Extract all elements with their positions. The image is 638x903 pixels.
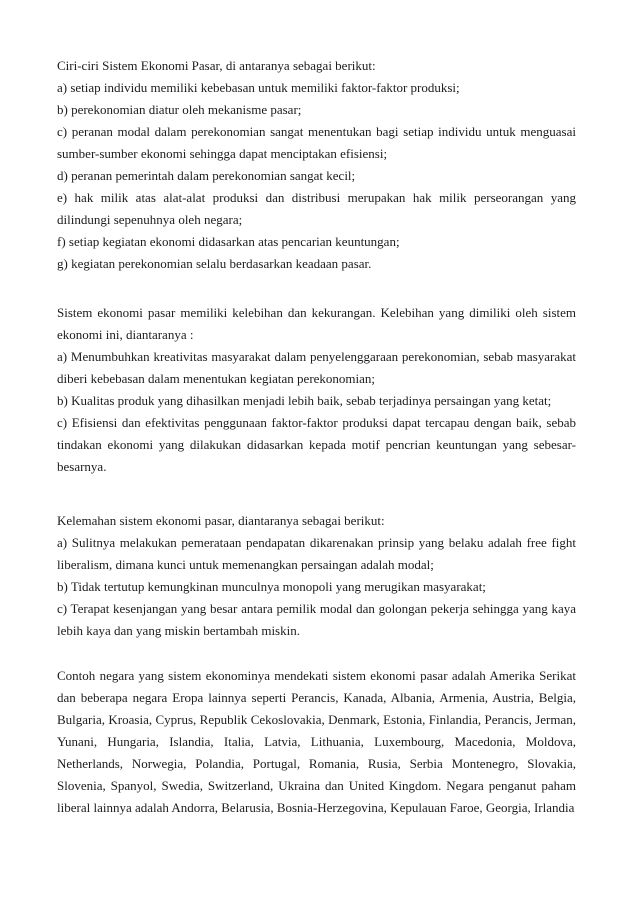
section-lead: Kelemahan sistem ekonomi pasar, diantaranya sebagai berikut: (57, 513, 385, 528)
list-item: b) Kualitas produk yang dihasilkan menjadi lebih baik, sebab terjadinya persaingan yang ketat; (57, 393, 552, 408)
section-contoh-negara (57, 665, 576, 819)
list-item: c) Terapat kesenjangan yang besar antara pemilik modal dan golongan pekerja sehingga yang kaya lebih kaya dan yang miskin bertambah miskin. (57, 601, 576, 638)
section-kelemahan (57, 510, 576, 642)
list-item: b) perekonomian diatur oleh mekanisme pasar; (57, 102, 302, 117)
document-text (57, 55, 576, 819)
section-kelebihan (57, 302, 576, 478)
list-item: a) Menumbuhkan kreativitas masyarakat dalam penyelenggaraan perekonomian, sebab masyarakat diberi kebebasan dalam menentukan kegiatan perekonomian; (57, 349, 576, 386)
list-item: c) Efisiensi dan efektivitas penggunaan faktor-faktor produksi dapat tercapau dengan baik, sebab tindakan ekonomi yang dilakukan didasarkan kepada motif pencrian keuntungan yang sebesar-besarnya. (57, 415, 576, 474)
section-lead: Sistem ekonomi pasar memiliki kelebihan dan kekurangan. Kelebihan yang dimiliki oleh sistem ekonomi ini, diantaranya : (57, 305, 576, 342)
list-item: d) peranan pemerintah dalam perekonomian sangat kecil; (57, 168, 356, 183)
list-item: a) setiap individu memiliki kebebasan untuk memiliki faktor-faktor produksi; (57, 80, 460, 95)
list-item: b) Tidak tertutup kemungkinan munculnya monopoli yang merugikan masyarakat; (57, 579, 486, 594)
section-lead: Contoh negara yang sistem ekonominya mendekati sistem ekonomi pasar adalah Amerika Serikat dan beberapa negara Eropa lainnya seperti Perancis, Kanada, Albania, Armenia, Austria, Belgia, Bulgaria, Kroasia, Cyprus, Republik Cekoslovakia, Denmark, Estonia, Finlandia, Perancis, Jerman, Yunani, Hungaria, Islandia, Italia, Latvia, Lithuania, Luxembourg, Macedonia, Moldova, Netherlands, Norwegia, Polandia, Portugal, Romania, Rusia, Serbia Montenegro, Slovakia, Slovenia, Spanyol, Swedia, Switzerland, Ukraina dan United Kingdom. Negara penganut paham liberal lainnya adalah Andorra, Belarusia, Bosnia-Herzegovina, Kepulauan Faroe, Georgia, Irlandia (57, 668, 576, 815)
list-item: c) peranan modal dalam perekonomian sangat menentukan bagi setiap individu untuk menguasai sumber-sumber ekonomi sehingga dapat menciptakan efisiensi; (57, 124, 576, 161)
list-item: g) kegiatan perekonomian selalu berdasarkan keadaan pasar. (57, 256, 372, 271)
section-lead: Ciri-ciri Sistem Ekonomi Pasar, di antaranya sebagai berikut: (57, 58, 376, 73)
list-item: a) Sulitnya melakukan pemerataan pendapatan dikarenakan prinsip yang belaku adalah free fight liberalism, dimana kunci untuk memenangkan persaingan adalah modal; (57, 535, 576, 572)
list-item: e) hak milik atas alat-alat produksi dan distribusi merupakan hak milik perseorangan yang dilindungi sepenuhnya oleh negara; (57, 190, 576, 227)
list-item: f) setiap kegiatan ekonomi didasarkan atas pencarian keuntungan; (57, 234, 400, 249)
section-ciri-ciri (57, 55, 576, 275)
